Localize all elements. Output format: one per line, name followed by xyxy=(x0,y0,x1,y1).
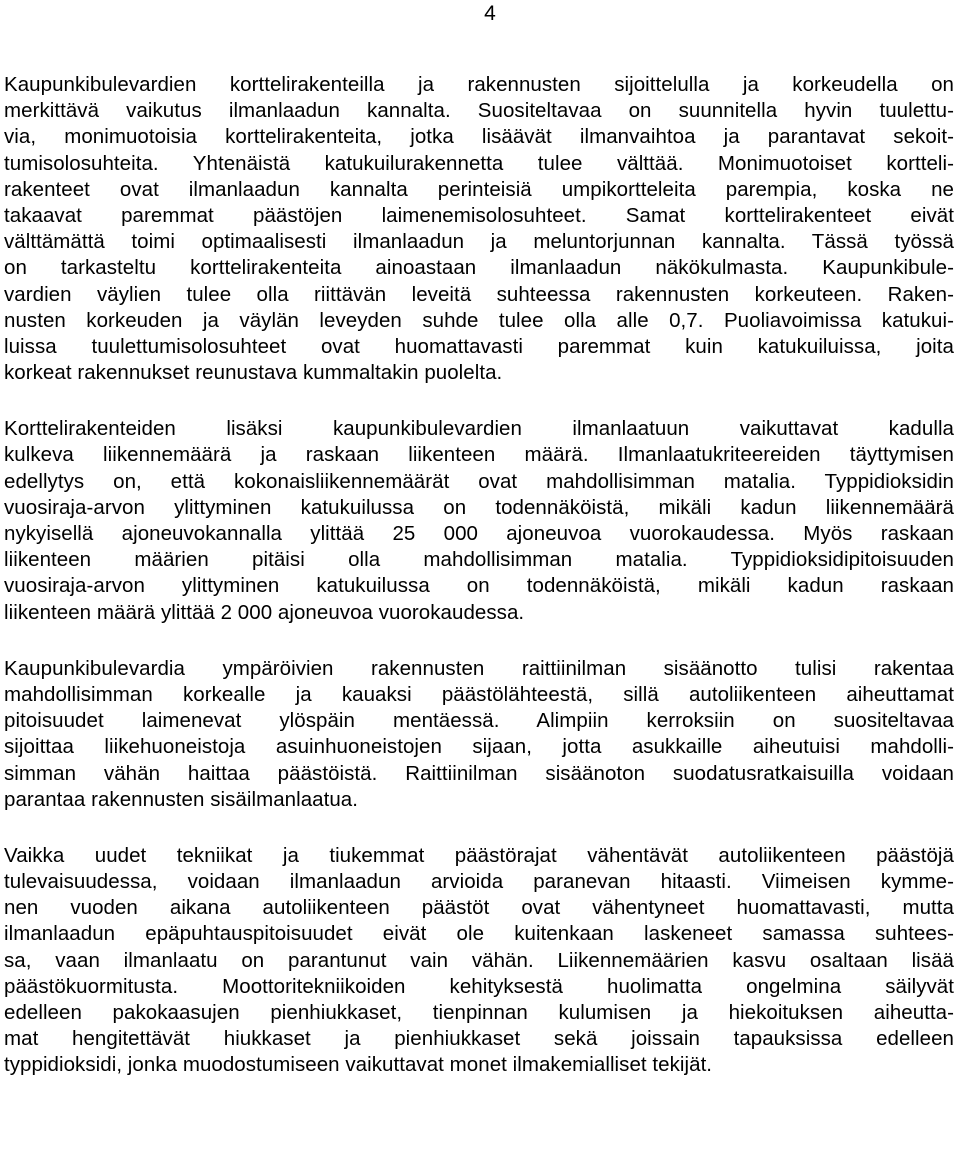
text-line: sijoittaa liikehuoneistoja asuinhuoneistojen sijaan, jotta asukkaille aiheutuisi mahdolli- xyxy=(4,735,954,759)
text-line: merkittävä vaikutus ilmanlaadun kannalta. Suositeltavaa on suunnitella hyvin tuulettu- xyxy=(4,99,954,123)
text-line: nykyisellä ajoneuvokannalla ylittää 25 000 ajoneuvoa vuorokaudessa. Myös raskaan xyxy=(4,522,954,545)
text-line: luissa tuulettumisolosuhteet ovat huomattavasti paremmat kuin katukuiluissa, joita xyxy=(4,334,954,358)
text-line: takaavat paremmat päästöjen laimenemisolosuhteet. Samat korttelirakenteet eivät xyxy=(4,203,954,227)
page-number: 4 xyxy=(484,2,496,25)
text-line: simman vähän haittaa päästöistä. Raittiinilman sisäänoton suodatusratkaisuilla voidaan xyxy=(4,761,954,785)
text-line: Korttelirakenteiden lisäksi kaupunkibulevardien ilmanlaatuun vaikuttavat kadulla xyxy=(4,417,954,441)
text-line: Vaikka uudet tekniikat ja tiukemmat päästörajat vähentävät autoliikenteen päästöjä xyxy=(4,843,954,867)
text-line: liikenteen määrä ylittää 2 000 ajoneuvoa vuorokaudessa. xyxy=(4,600,525,624)
text-line: sa, vaan ilmanlaatu on parantunut vain vähän. Liikennemäärien kasvu osaltaan lisää xyxy=(4,948,954,972)
text-line: kulkeva liikennemäärä ja raskaan liikenteen määrä. Ilmanlaatukriteereiden täyttymisen xyxy=(4,443,954,467)
text-line: Kaupunkibulevardien korttelirakenteilla ja rakennusten sijoittelulla ja korkeudella on xyxy=(4,73,954,96)
text-line: päästökuormitusta. Moottoritekniikoiden kehityksestä huolimatta ongelmina säilyvät xyxy=(4,974,954,998)
text-line: nen vuoden aikana autoliikenteen päästöt ovat vähentyneet huomattavasti, mutta xyxy=(4,896,954,920)
document-body xyxy=(4,72,954,1109)
text-line: liikenteen määrien pitäisi olla mahdollisimman matalia. Typpidioksidipitoisuuden xyxy=(4,548,954,572)
text-line: nusten korkeuden ja väylän leveyden suhde tulee olla alle 0,7. Puoliavoimissa katukui- xyxy=(4,308,954,332)
paragraph-urban-structure xyxy=(4,72,954,386)
paragraph-fresh-air-intake xyxy=(4,656,954,813)
text-line: via, monimuotoisia korttelirakenteita, jotka lisäävät ilmanvaihtoa ja parantavat sekoit- xyxy=(4,125,954,149)
text-line: vuosiraja-arvon ylittyminen katukuilussa on todennäköistä, mikäli kadun liikennemäärä xyxy=(4,495,954,519)
text-line: pitoisuudet laimenevat ylöspäin mentäessä. Alimpiin kerroksiin on suositeltavaa xyxy=(4,709,954,733)
text-line: tumisolosuhteita. Yhtenäistä katukuilurakennetta tulee välttää. Monimuotoiset kortteli- xyxy=(4,151,954,175)
text-line: rakenteet ovat ilmanlaadun kannalta perinteisiä umpikortteleita parempia, koska ne xyxy=(4,177,954,201)
text-line: typpidioksidi, jonka muodostumiseen vaikuttavat monet ilmakemialliset tekijät. xyxy=(4,1053,713,1077)
text-line: korkeat rakennukset reunustava kummaltakin puolelta. xyxy=(4,361,503,385)
text-line: tulevaisuudessa, voidaan ilmanlaadun arvioida paranevan hitaasti. Viimeisen kymme- xyxy=(4,870,954,894)
text-line: parantaa rakennusten sisäilmanlaatua. xyxy=(4,787,358,811)
text-line: edellytys on, että kokonaisliikennemäärät ovat mahdollisimman matalia. Typpidioksidin xyxy=(4,469,954,493)
text-line: mat hengitettävät hiukkaset ja pienhiukkaset sekä joissain tapauksissa edelleen xyxy=(4,1027,954,1051)
text-line: Kaupunkibulevardia ympäröivien rakennusten raittiinilman sisäänotto tulisi rakentaa xyxy=(4,656,954,680)
text-line: vardien väylien tulee olla riittävän leveitä suhteessa rakennusten korkeuteen. Raken- xyxy=(4,282,954,306)
text-line: välttämättä toimi optimaalisesti ilmanlaadun ja meluntorjunnan kannalta. Tässä työssä xyxy=(4,230,954,254)
text-line: vuosiraja-arvon ylittyminen katukuilussa on todennäköistä, mikäli kadun raskaan xyxy=(4,574,954,598)
text-line: on tarkasteltu korttelirakenteita ainoastaan ilmanlaadun näkökulmasta. Kaupunkibule- xyxy=(4,256,954,280)
paragraph-traffic-volume xyxy=(4,416,954,626)
text-line: edelleen pakokaasujen pienhiukkaset, tienpinnan kulumisen ja hiekoituksen aiheutta- xyxy=(4,1001,954,1024)
text-line: mahdollisimman korkealle ja kauaksi päästölähteestä, sillä autoliikenteen aiheuttamat xyxy=(4,682,954,706)
paragraph-future-outlook xyxy=(4,843,954,1079)
text-line: ilmanlaadun epäpuhtauspitoisuudet eivät ole kuitenkaan laskeneet samassa suhtees- xyxy=(4,922,954,946)
